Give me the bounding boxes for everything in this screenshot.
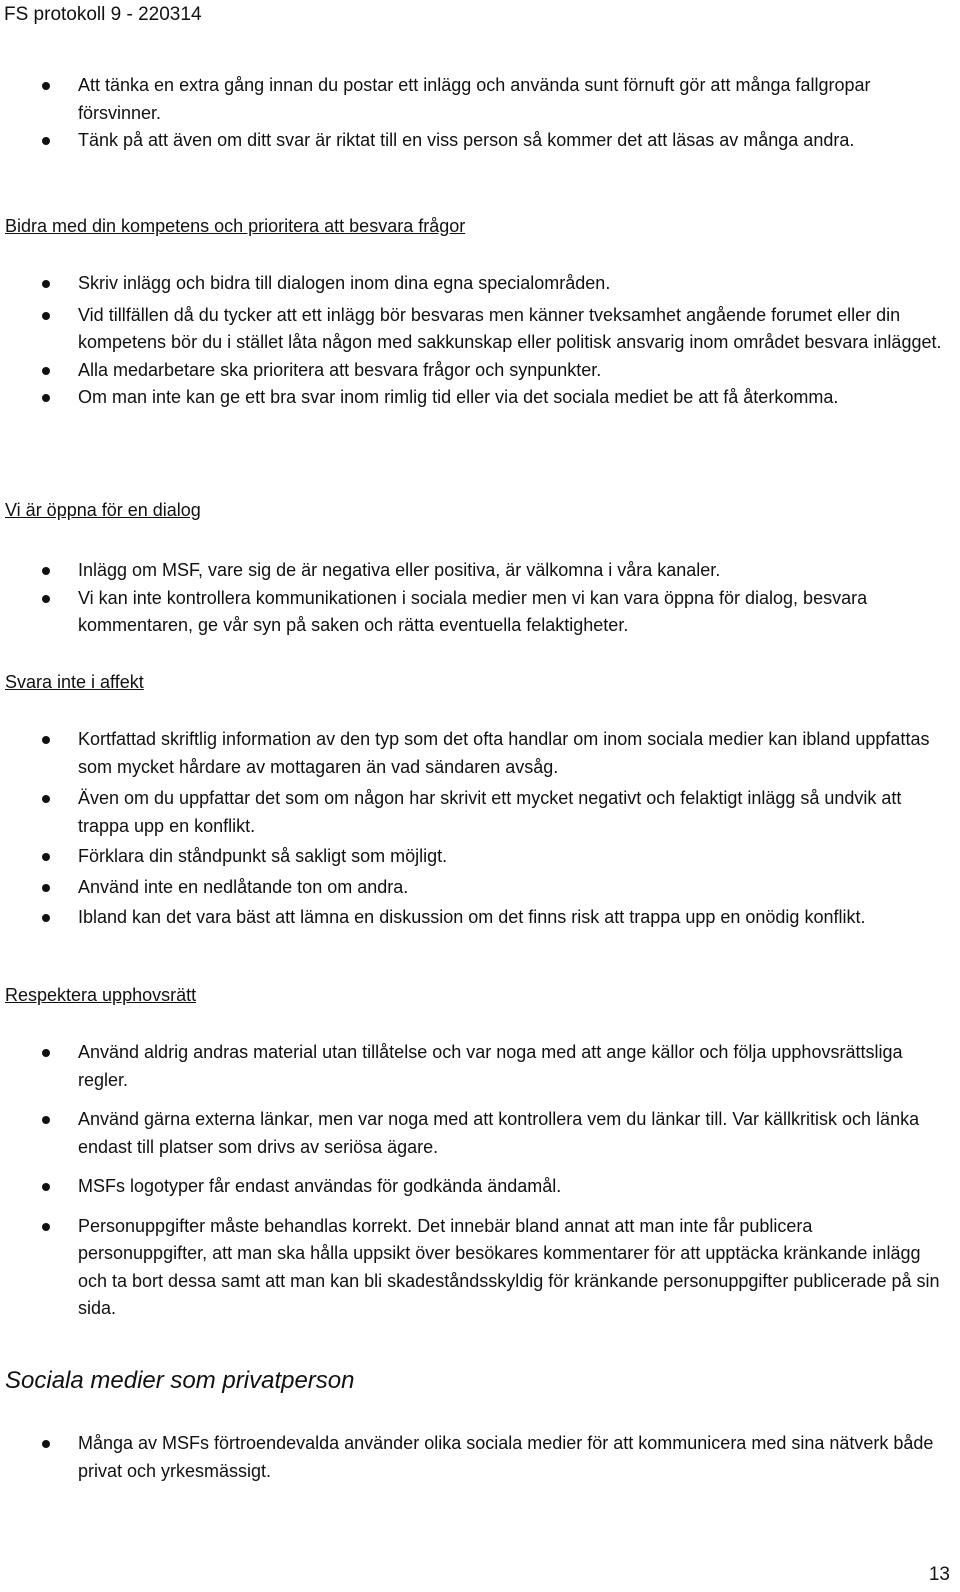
document-header: FS protokoll 9 - 220314 (4, 4, 202, 25)
list-item: Personuppgifter måste behandlas korrekt. Det innebär bland annat att man inte får publicera personuppgifter, att man ska hålla uppsikt över besökares kommentarer för att upptäcka kränkande inlägg och ta bort dessa samt att man kan bli skadeståndsskyldig för kränkande personuppgifter publicerade på sin sida. (0, 1213, 960, 1323)
intro-list (0, 72, 960, 155)
list-item: MSFs logotyper får endast användas för godkända ändamål. (0, 1173, 960, 1201)
list-item: Vid tillfällen då du tycker att ett inlägg bör besvaras men känner tveksamhet angående forumet eller din kompetens bör du i stället låta någon med sakkunskap eller politisk ansvarig inom området besvara inlägget. (0, 302, 960, 357)
list-item: Vi kan inte kontrollera kommunikationen i sociala medier men vi kan vara öppna för dialog, besvara kommentaren, ge vår syn på saken och rätta eventuella felaktigheter. (0, 585, 960, 640)
private-list (0, 1430, 960, 1485)
list-item: Använd gärna externa länkar, men var noga med att kontrollera vem du länkar till. Var källkritisk och länka endast till platser som drivs av seriösa ägare. (0, 1106, 960, 1161)
list-item: Inlägg om MSF, vare sig de är negativa eller positiva, är välkomna i våra kanaler. (0, 557, 960, 585)
list-item: Tänk på att även om ditt svar är riktat till en viss person så kommer det att läsas av många andra. (0, 127, 960, 155)
list-item: Alla medarbetare ska prioritera att besvara frågor och synpunkter. (0, 357, 960, 385)
list-item: Många av MSFs förtroendevalda använder olika sociala medier för att kommunicera med sina nätverk både privat och yrkesmässigt. (0, 1430, 960, 1485)
list-item: Skriv inlägg och bidra till dialogen inom dina egna specialområden. (0, 270, 960, 298)
list-item: Ibland kan det vara bäst att lämna en diskussion om det finns risk att trappa upp en onödig konflikt. (0, 904, 960, 932)
affect-list (0, 726, 960, 932)
section-heading-dialog: Vi är öppna för en dialog (5, 500, 201, 520)
list-item: Kortfattad skriftlig information av den typ som det ofta handlar om inom sociala medier kan ibland uppfattas som mycket hårdare av mottagaren än vad sändaren avsåg. (0, 726, 960, 781)
list-item: Förklara din ståndpunkt så sakligt som möjligt. (0, 843, 960, 871)
list-item: Använd aldrig andras material utan tillåtelse och var noga med att ange källor och följa upphovsrättsliga regler. (0, 1039, 960, 1094)
copyright-list (0, 1039, 960, 1323)
section-heading-competence: Bidra med din kompetens och prioritera att besvara frågor (5, 216, 466, 236)
page-number: 13 (928, 1564, 950, 1585)
dialog-list (0, 557, 960, 640)
competence-list (0, 270, 960, 412)
section-heading-private: Sociala medier som privatperson (5, 1367, 355, 1394)
list-item: Även om du uppfattar det som om någon har skrivit ett mycket negativt och felaktigt inlägg så undvik att trappa upp en konflikt. (0, 785, 960, 840)
section-heading-copyright: Respektera upphovsrätt (5, 985, 197, 1005)
list-item: Att tänka en extra gång innan du postar ett inlägg och använda sunt förnuft gör att många fallgropar försvinner. (0, 72, 960, 127)
section-heading-affect: Svara inte i affekt (5, 672, 144, 692)
list-item: Använd inte en nedlåtande ton om andra. (0, 874, 960, 902)
list-item: Om man inte kan ge ett bra svar inom rimlig tid eller via det sociala mediet be att få återkomma. (0, 384, 960, 412)
